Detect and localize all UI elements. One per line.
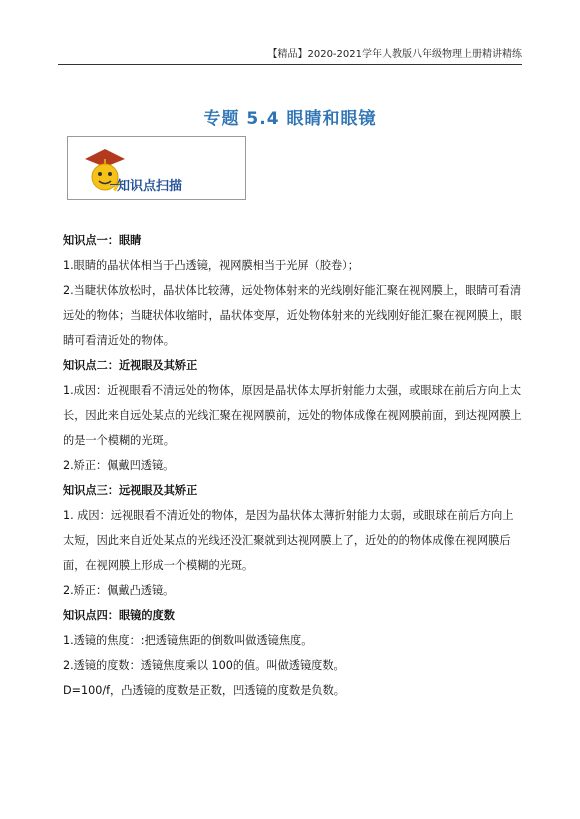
page-header: 【精品】2020-2021学年人教版八年级物理上册精讲精练 (58, 45, 522, 65)
paragraph: 1.眼睛的晶状体相当于凸透镜，视网膜相当于光屏（胶卷）； (63, 259, 359, 272)
section-heading: 知识点四：眼镜的度数 (63, 609, 175, 622)
paragraph: D=100/f，凸透镜的度数是正数，凹透镜的度数是负数。 (63, 684, 345, 697)
section-heading: 知识点三：远视眼及其矫正 (63, 484, 198, 497)
paragraph: 1.成因：近视眼看不清远处的物体，原因是晶状体太厚折射能力太强，或眼球在前后方向上太长，因此来自远处某点的光线汇聚在视网膜前，远处的物体成像在视网膜前面，到达视网膜上的是一个模糊的光斑。 (63, 384, 522, 447)
paragraph: 2.当睫状体放松时，晶状体比较薄，远处物体射来的光线刚好能汇聚在视网膜上，眼睛可看清远处的物体；当睫状体收缩时，晶状体变厚，近处物体射来的光线刚好能汇聚在视网膜上，眼睛可看清近处的物体。 (63, 284, 522, 347)
paragraph: 2.矫正：佩戴凹透镜。 (63, 459, 175, 472)
paragraph: 1. 成因：远视眼看不清近处的物体，是因为晶状体太薄折射能力太弱，或眼球在前后方向上太短，因此来自近处某点的光线还没汇聚就到达视网膜上了，近处的的物体成像在视网膜后面，在视网膜上形成一个模糊的光斑。 (63, 509, 514, 572)
paragraph: 2.矫正：佩戴凸透镜。 (63, 584, 175, 597)
notes-content (63, 228, 523, 703)
knowledge-banner (67, 136, 246, 200)
banner-label: 知识点扫描 (117, 179, 183, 194)
section-heading: 知识点一：眼睛 (63, 234, 142, 247)
section-heading: 知识点二：近视眼及其矫正 (63, 359, 198, 372)
paragraph: 2.透镜的度数：透镜焦度乘以 100的值。叫做透镜度数。 (63, 659, 345, 672)
page-title: 专题 5.4 眼睛和眼镜 (203, 109, 377, 129)
paragraph: 1.透镜的焦度：:把透镜焦距的倒数叫做透镜焦度。 (63, 634, 313, 647)
